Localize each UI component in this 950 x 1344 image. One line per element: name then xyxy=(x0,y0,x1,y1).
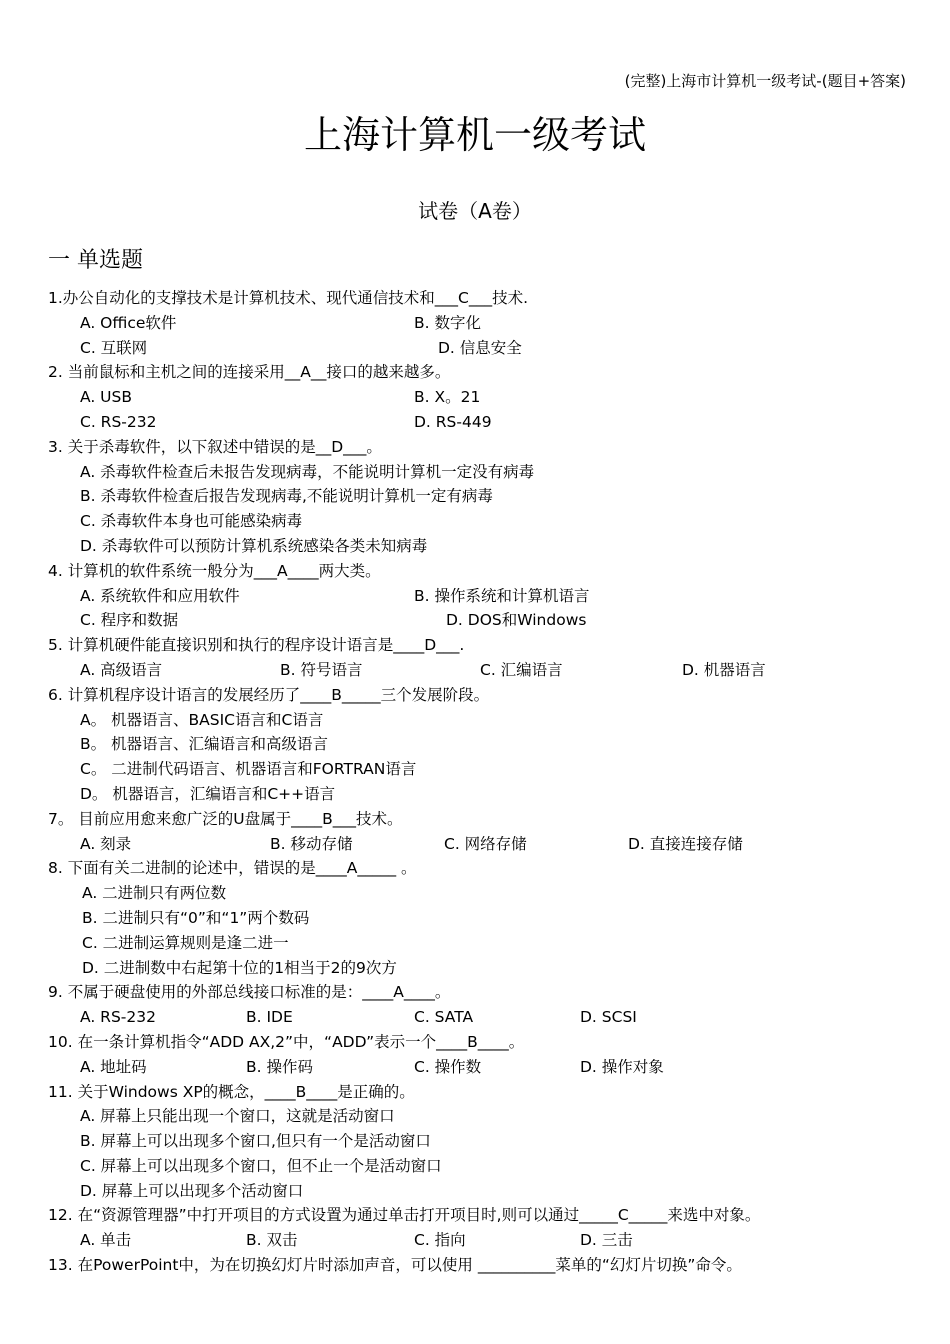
option-row xyxy=(48,658,918,683)
answer-option: B. 移动存储 xyxy=(270,834,353,853)
answer-option: C. 指向 xyxy=(414,1231,466,1250)
answer-option: B. X。21 xyxy=(414,388,481,407)
option-row xyxy=(48,311,918,336)
question-stem: 11. 关于Windows XP的概念，____B____是正确的。 xyxy=(48,1082,415,1101)
question-list xyxy=(48,286,918,1278)
answer-option: C. 汇编语言 xyxy=(480,660,563,679)
answer-option: A. 地址码 xyxy=(80,1057,147,1076)
answer-option: C. 网络存储 xyxy=(444,834,527,853)
answer-option: B. 操作系统和计算机语言 xyxy=(414,586,590,605)
answer-option: B. IDE xyxy=(246,1008,293,1027)
option-row xyxy=(48,956,918,981)
question-stem: 13. 在PowerPoint中，为在切换幻灯片时添加声音，可以使用 __________菜单的“幻灯片切换”命令。 xyxy=(48,1256,742,1275)
answer-option: D. 信息安全 xyxy=(438,338,522,357)
option-row xyxy=(48,832,918,857)
question-stem: 9. 不属于硬盘使用的外部总线接口标准的是：____A____。 xyxy=(48,983,451,1002)
option-row xyxy=(48,1179,918,1204)
answer-option: C. SATA xyxy=(414,1008,474,1027)
option-row xyxy=(48,732,918,757)
answer-option: B。 机器语言、汇编语言和高级语言 xyxy=(80,735,329,754)
answer-option: D. 杀毒软件可以预防计算机系统感染各类未知病毒 xyxy=(80,536,428,555)
option-row xyxy=(48,608,918,633)
option-row xyxy=(48,484,918,509)
answer-option: A. 系统软件和应用软件 xyxy=(80,586,240,605)
option-row xyxy=(48,931,918,956)
option-row xyxy=(48,1104,918,1129)
answer-option: A. USB xyxy=(80,388,133,407)
section-heading: 一 单选题 xyxy=(48,248,143,273)
answer-option: C. 程序和数据 xyxy=(80,611,179,630)
running-header: (完整)上海市计算机一级考试-(题目+答案) xyxy=(624,72,906,90)
question-stem: 8. 下面有关二进制的论述中，错误的是____A_____ 。 xyxy=(48,859,417,878)
answer-option: A. 屏幕上只能出现一个窗口，这就是活动窗口 xyxy=(80,1107,395,1126)
option-row xyxy=(48,410,918,435)
answer-option: B. 数字化 xyxy=(414,313,481,332)
question-stem: 4. 计算机的软件系统一般分为___A____两大类。 xyxy=(48,561,381,580)
question-stem: 2. 当前鼠标和主机之间的连接采用__A__接口的越来越多。 xyxy=(48,363,451,382)
document-title: 上海计算机一级考试 xyxy=(303,113,646,157)
answer-option: C. 杀毒软件本身也可能感染病毒 xyxy=(80,512,303,531)
question-stem: 5. 计算机硬件能直接识别和执行的程序设计语言是____D___. xyxy=(48,636,465,655)
answer-option: D. RS-449 xyxy=(414,412,492,431)
answer-option: D. SCSI xyxy=(580,1008,637,1027)
option-row xyxy=(48,906,918,931)
option-row xyxy=(48,757,918,782)
question-stem: 10. 在一条计算机指令“ADD AX,2”中，“ADD”表示一个____B____。 xyxy=(48,1032,525,1051)
answer-option: A. 杀毒软件检查后未报告发现病毒，不能说明计算机一定没有病毒 xyxy=(80,462,535,481)
option-row xyxy=(48,782,918,807)
answer-option: A. Office软件 xyxy=(80,313,177,332)
answer-option: A. 刻录 xyxy=(80,834,132,853)
option-row xyxy=(48,336,918,361)
answer-option: C. 操作数 xyxy=(414,1057,482,1076)
option-row xyxy=(48,460,918,485)
question-stem: 12. 在“资源管理器”中打开项目的方式设置为通过单击打开项目时,则可以通过_____C_____来选中对象。 xyxy=(48,1206,761,1225)
answer-option: A. RS-232 xyxy=(80,1008,156,1027)
answer-option: B. 杀毒软件检查后报告发现病毒,不能说明计算机一定有病毒 xyxy=(80,487,493,506)
answer-option: B. 双击 xyxy=(246,1231,298,1250)
answer-option: A。 机器语言、BASIC语言和C语言 xyxy=(80,710,324,729)
answer-option: C. 互联网 xyxy=(80,338,148,357)
question-stem: 3. 关于杀毒软件，以下叙述中错误的是__D___。 xyxy=(48,437,382,456)
answer-option: A. 单击 xyxy=(80,1231,132,1250)
answer-option: B. 屏幕上可以出现多个窗口,但只有一个是活动窗口 xyxy=(80,1132,431,1151)
option-row xyxy=(48,1005,918,1030)
answer-option: A. 二进制只有两位数 xyxy=(82,884,227,903)
option-row xyxy=(48,509,918,534)
answer-option: D. 三击 xyxy=(580,1231,633,1250)
answer-option: D。 机器语言，汇编语言和C++语言 xyxy=(80,784,336,803)
option-row xyxy=(48,534,918,559)
answer-option: C。 二进制代码语言、机器语言和FORTRAN语言 xyxy=(80,760,417,779)
answer-option: B. 二进制只有“0”和“1”两个数码 xyxy=(82,908,310,927)
answer-option: A. 高级语言 xyxy=(80,660,163,679)
answer-option: B. 符号语言 xyxy=(280,660,363,679)
answer-option: D. 二进制数中右起第十位的1相当于2的9次方 xyxy=(82,958,397,977)
answer-option: C. 二进制运算规则是逢二进一 xyxy=(82,933,289,952)
question-stem: 6. 计算机程序设计语言的发展经历了____B_____三个发展阶段。 xyxy=(48,685,490,704)
document-subtitle: 试卷（A卷） xyxy=(418,199,532,223)
option-row xyxy=(48,1055,918,1080)
answer-option: C. 屏幕上可以出现多个窗口，但不止一个是活动窗口 xyxy=(80,1156,442,1175)
option-row xyxy=(48,1129,918,1154)
question-stem: 7。 目前应用愈来愈广泛的U盘属于____B___技术。 xyxy=(48,809,403,828)
answer-option: D. 直接连接存储 xyxy=(628,834,743,853)
answer-option: D. 操作对象 xyxy=(580,1057,664,1076)
answer-option: D. DOS和Windows xyxy=(446,611,587,630)
option-row xyxy=(48,1154,918,1179)
option-row xyxy=(48,1228,918,1253)
question-stem: 1.办公自动化的支撑技术是计算机技术、现代通信技术和___C___技术. xyxy=(48,289,529,307)
answer-option: D. 屏幕上可以出现多个活动窗口 xyxy=(80,1181,304,1200)
answer-option: D. 机器语言 xyxy=(682,660,766,679)
option-row xyxy=(48,584,918,609)
answer-option: C. RS-232 xyxy=(80,412,157,431)
option-row xyxy=(48,708,918,733)
answer-option: B. 操作码 xyxy=(246,1057,313,1076)
option-row xyxy=(48,385,918,410)
option-row xyxy=(48,881,918,906)
